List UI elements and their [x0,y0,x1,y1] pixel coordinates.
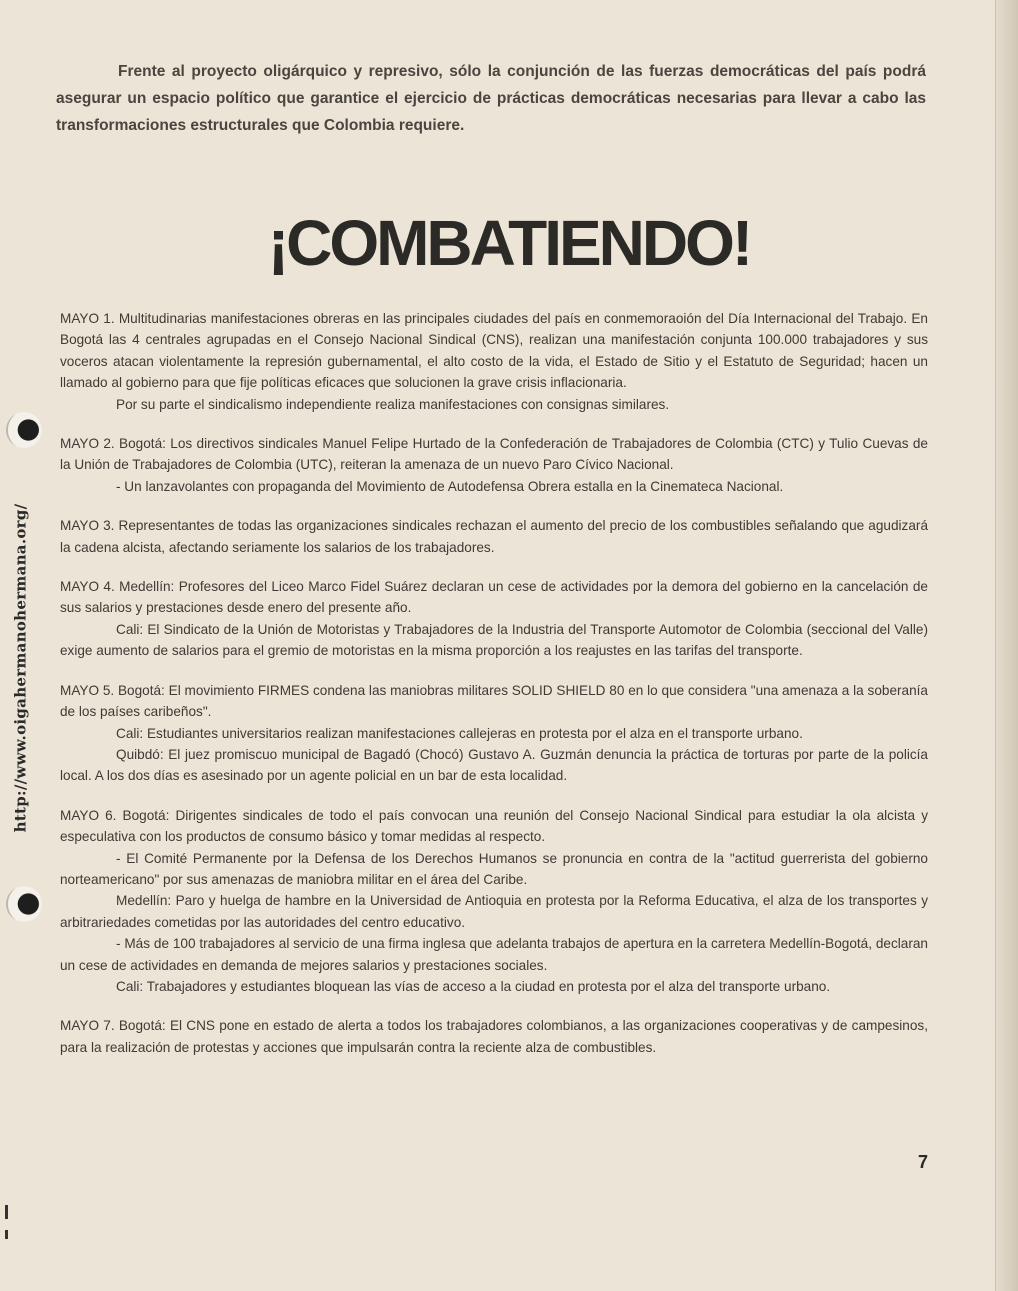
entry-paragraph: MAYO 4. Medellín: Profesores del Liceo Marco Fidel Suárez declaran un cese de actividades por la demora del gobierno en la cancelación de sus salarios y prestaciones desde enero del presente año. [60,579,928,616]
entry-paragraph: MAYO 1. Multitudinarias manifestaciones obreras en las principales ciudades del país en conmemoraoión del Día Internacional del Trabajo. En Bogotá las 4 centrales agrupadas en el Consejo Nacional Sindical (CNS), realizan una manifestación conjunta 100.000 trabajadores y sus voceros atacan violentamente la represión gubernamental, el alto costo de la vida, el Estado de Sitio y el Estatuto de Seguridad; hacen un llamado al gobierno para que fije políticas eficaces que solucionen la grave crisis inflacionaria. [60,311,928,391]
entry-paragraph: MAYO 7. Bogotá: El CNS pone en estado de alerta a todos los trabajadores colombianos, a las organizaciones cooperativas y de campesinos, para la realización de protestas y acciones que impulsarán contra la reciente alza de combustibles. [60,1018,928,1055]
margin-mark [5,1205,8,1219]
entry-paragraph: MAYO 6. Bogotá: Dirigentes sindicales de todo el país convocan una reunión del Consejo Nacional Sindical para estudiar la ola alcista y especulativa con los productos de consumo básico y tomar medidas al respecto. [60,807,928,845]
entry-paragraph: Cali: El Sindicato de la Unión de Motoristas y Trabajadores de la Industria del Transporte Automotor de Colombia (seccional del Valle) exige aumento de salarios para el gremio de motoristas en la misma proporción a los reajustes en las tarifas del transporte. [60,621,928,659]
entry-mayo-3 [60,515,928,558]
entry-paragraph: - Un lanzavolantes con propaganda del Movimiento de Autodefensa Obrera estalla en la Cinemateca Nacional. [116,478,784,494]
entry-paragraph: Por su parte el sindicalismo independiente realiza manifestaciones con consignas similares. [116,396,670,412]
entry-paragraph: MAYO 2. Bogotá: Los directivos sindicales Manuel Felipe Hurtado de la Confederación de Trabajadores de Colombia (CTC) y Tulio Cuevas de la Unión de Trabajadores de Colombia (UTC), reiteran la amenaza de un nuevo Paro Cívico Nacional. [60,436,928,473]
entry-paragraph: Medellín: Paro y huelga de hambre en la Universidad de Antioquia en protesta por la Reforma Educativa, el alza de los transportes y arbitrariedades cometidas por las autoridades del centro educativo. [60,893,928,930]
watermark-url: http://www.oigahermanohermana.org/ [11,503,30,832]
entry-paragraph: Cali: Estudiantes universitarios realizan manifestaciones callejeras en protesta por el alza en el transporte urbano. [116,725,803,741]
entry-paragraph: - Más de 100 trabajadores al servicio de una firma inglesa que adelanta trabajos de apertura en la carretera Medellín-Bogotá, declaran un cese de actividades en demanda de mejores salarios y prestaciones sociales. [60,936,928,973]
chronology [60,308,928,1076]
entry-mayo-4 [60,576,928,662]
watermark [2,495,38,840]
entry-mayo-7 [60,1015,928,1058]
entry-mayo-1 [60,308,928,415]
intro-paragraph: Frente al proyecto oligárquico y represivo, sólo la conjunción de las fuerzas democráticas del país podrá asegurar un espacio político que garantice el ejercicio de prácticas democráticas necesarias para llevar a cabo las transformaciones estructurales que Colombia requiere. [56,63,926,134]
binder-hole [6,412,42,448]
entry-mayo-6 [60,805,928,998]
entry-mayo-5 [60,680,928,787]
page-edge [995,0,1018,1291]
binder-hole [6,886,42,922]
entry-mayo-2 [60,433,928,497]
entry-paragraph: Cali: Trabajadores y estudiantes bloquean las vías de acceso a la ciudad en protesta por el alza del transporte urbano. [116,978,831,994]
entry-paragraph: MAYO 5. Bogotá: El movimiento FIRMES condena las maniobras militares SOLID SHIELD 80 en lo que considera "una amenaza a la soberanía de los países caribeños". [60,682,928,720]
entry-paragraph: MAYO 3. Representantes de todas las organizaciones sindicales rechazan el aumento del precio de los combustibles señalando que agudizará la cadena alcista, afectando seriamente los salarios de los trabajadores. [60,518,928,555]
entry-paragraph: - El Comité Permanente por la Defensa de los Derechos Humanos se pronuncia en contra de la "actitud guerrerista del gobierno norteamericano" por sus amenazas de maniobra militar en el área del Caribe. [60,850,928,887]
margin-mark [5,1230,8,1239]
entry-paragraph: Quibdó: El juez promiscuo municipal de Bagadó (Chocó) Gustavo A. Guzmán denuncia la práctica de torturas por parte de la policía local. A los dos días es asesinado por un agente policial en un bar de esta localidad. [60,746,928,784]
page-number: 7 [918,1152,929,1172]
headline: ¡COMBATIENDO! [267,207,751,279]
